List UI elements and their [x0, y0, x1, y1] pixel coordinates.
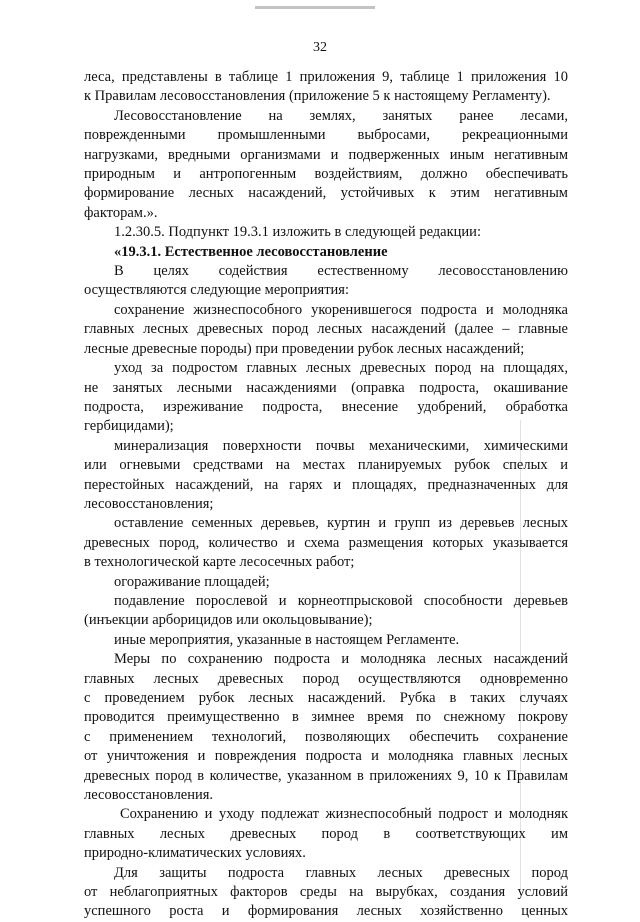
- paragraph-line: сохранение жизнеспособного укоренившегося подроста и молодняка: [114, 301, 568, 318]
- paragraph-line: лесные древесные породы) при проведении рубок лесных насаждений;: [84, 340, 525, 357]
- paragraph-line: главных лесных древесных пород лесных насаждений (далее – главные: [84, 321, 568, 338]
- paragraph-line: главных лесных древесных пород осуществляются одновременно: [84, 670, 568, 687]
- paragraph-line: факторам.».: [84, 204, 158, 221]
- paragraph-line: Лесовосстановление на землях, занятых ранее лесами,: [114, 107, 568, 124]
- paragraph-line: нагрузками, вредными организмами и подверженных иным негативным: [84, 146, 568, 163]
- paragraph-line: перестойных насаждений, на гарях и площадях, предназначенных для: [84, 476, 568, 493]
- paragraph-line: древесных пород, количество и схема размещения которых указывается: [84, 534, 568, 551]
- paragraph-line: (инъекции арборицидов или окольцовывание);: [84, 612, 373, 629]
- paragraph-line: Для защиты подроста главных лесных древесных пород: [114, 864, 568, 881]
- paragraph-line: успешного роста и формирования лесных хозяйственно ценных: [84, 903, 568, 920]
- paragraph-line: уход за подростом главных лесных древесных пород на площадях,: [114, 360, 568, 377]
- scan-artifact: [255, 6, 375, 9]
- paragraph-line: В целях содействия естественному лесовосстановлению: [114, 263, 568, 280]
- paragraph-line: формирование лесных насаждений, устойчивых к этим негативным: [84, 185, 568, 202]
- paragraph-line: гербицидами);: [84, 418, 174, 435]
- paragraph-line: природным и антропогенным воздействиям, должно обеспечивать: [84, 166, 568, 183]
- paragraph-line: лесовосстановления.: [84, 787, 214, 804]
- paragraph-line: главных лесных древесных пород в соответствующих им: [84, 825, 568, 842]
- paragraph-line: проводится преимущественно в зимнее время по снежному покрову: [84, 709, 568, 726]
- paragraph-line: или огневыми средствами на местах планируемых рубок спелых и: [84, 457, 568, 474]
- page-number: 32: [313, 40, 327, 55]
- paragraph-line: в технологической карте лесосечных работ;: [84, 554, 355, 571]
- section-heading: «19.3.1. Естественное лесовосстановление: [114, 243, 388, 260]
- paragraph-line: подавление порослевой и корнеотпрысковой способности деревьев: [114, 592, 568, 609]
- paragraph-line: леса, представлены в таблице 1 приложения 9, таблице 1 приложения 10: [84, 69, 568, 85]
- paragraph-line: с применением технологий, позволяющих обеспечить сохранение: [84, 728, 568, 745]
- paragraph-line: Меры по сохранению подроста и молодняка лесных насаждений: [114, 651, 568, 668]
- paragraph-line: подроста, изреживание подроста, внесение удобрений, обработка: [84, 398, 568, 415]
- document-body: [84, 68, 568, 922]
- paragraph-line: древесных пород в количестве, указанном в приложениях 9, 10 к Правилам: [84, 767, 568, 784]
- paragraph-line: поврежденными промышленными выбросами, рекреационными: [84, 127, 568, 144]
- paragraph-line: иные мероприятия, указанные в настоящем Регламенте.: [114, 631, 460, 648]
- paragraph-line: не занятых лесными насаждениями (оправка подроста, окашивание: [84, 379, 568, 396]
- paragraph-line: лесовосстановления;: [84, 495, 214, 512]
- paragraph-line: Сохранению и уходу подлежат жизнеспособный подрост и молодняк: [120, 806, 568, 823]
- paragraph-line: к Правилам лесовосстановления (приложение 5 к настоящему Регламенту).: [84, 88, 551, 105]
- paragraph-line: оставление семенных деревьев, куртин и групп из деревьев лесных: [114, 515, 568, 532]
- paragraph-line: с проведением рубок лесных насаждений. Рубка в таких случаях: [84, 690, 568, 706]
- paragraph-line: от неблагоприятных факторов среды на вырубках, создания условий: [84, 884, 568, 901]
- paragraph-line: природно-климатических условиях.: [84, 845, 306, 862]
- paragraph-line: от уничтожения и повреждения подроста и молодняка главных лесных: [84, 748, 568, 765]
- paragraph-line: осуществляются следующие мероприятия:: [84, 282, 349, 299]
- paragraph-line: минерализация поверхности почвы механическими, химическими: [114, 437, 568, 454]
- paragraph-line: 1.2.30.5. Подпункт 19.3.1 изложить в следующей редакции:: [114, 224, 481, 241]
- paragraph-line: огораживание площадей;: [114, 573, 270, 590]
